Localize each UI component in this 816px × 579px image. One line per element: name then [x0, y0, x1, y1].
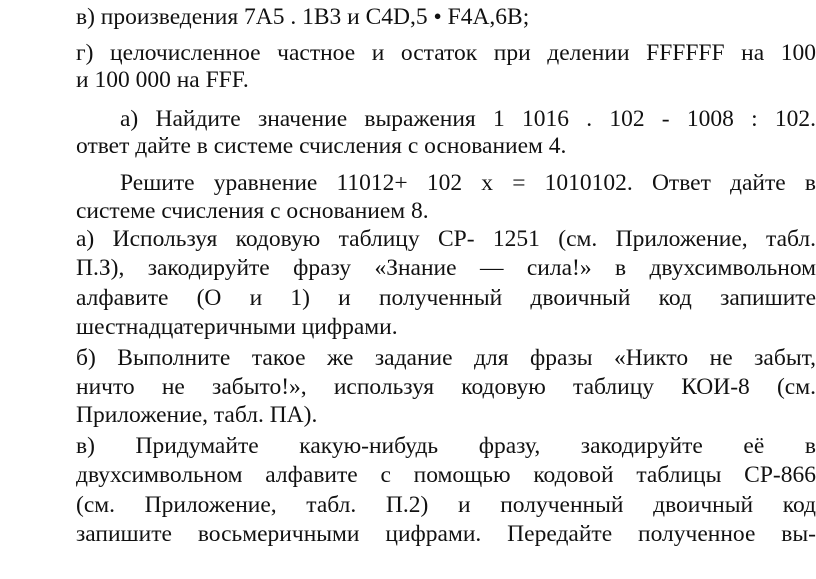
text-line-6: Решите уравнение 11012+ 102 х = 1010102. Ответ дайте в	[120, 170, 816, 196]
text-line-3: и 100 000 на FFF.	[76, 67, 249, 93]
document-page	[76, 0, 816, 579]
text-line-16: двухсимвольном алфавите с помощью кодовой таблицы СР-866	[76, 462, 816, 488]
text-line-14: Приложение, табл. ПА).	[76, 402, 318, 428]
text-line-1: в) произведения 7А5 . 1В3 и C4D,5 • F4A,6B;	[76, 4, 530, 30]
text-line-9: П.З), закодируйте фразу «Знание — сила!» в двухсимвольном	[76, 255, 816, 281]
text-line-13: ничто не забыто!», используя кодовую таблицу КОИ-8 (см.	[76, 374, 816, 400]
text-line-4: а) Найдите значение выражения 1 1016 . 102 - 1008 : 102.	[120, 106, 816, 132]
text-line-17: (см. Приложение, табл. П.2) и полученный двоичный код	[76, 492, 816, 518]
text-line-2: г) целочисленное частное и остаток при делении FFFFFF на 100	[76, 40, 816, 66]
text-line-12: б) Выполните такое же задание для фразы «Никто не забыт,	[76, 345, 816, 371]
text-line-5: ответ дайте в системе счисления с основанием 4.	[76, 133, 567, 159]
text-line-8: а) Используя кодовую таблицу СР- 1251 (см. Приложение, табл.	[76, 226, 816, 252]
text-line-18: запишите восьмеричными цифрами. Передайте полученное вы-	[76, 521, 816, 547]
text-line-15: в) Придумайте какую-нибудь фразу, закодируйте её в	[76, 433, 816, 459]
text-line-7: системе счисления с основанием 8.	[76, 198, 429, 224]
text-line-11: шестнадцатеричными цифрами.	[76, 314, 398, 340]
text-line-10: алфавите (О и 1) и полученный двоичный код запишите	[76, 285, 816, 311]
